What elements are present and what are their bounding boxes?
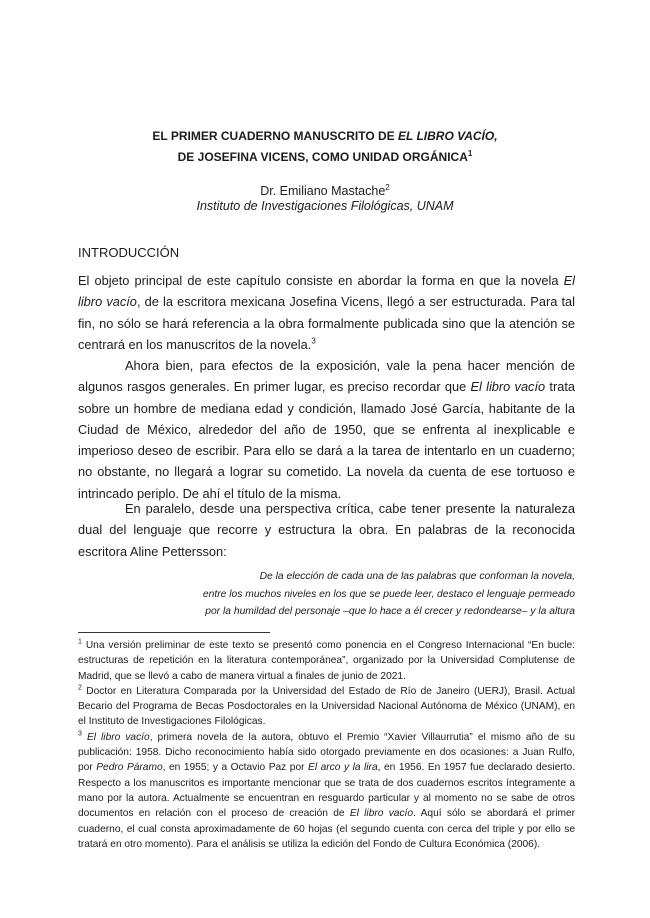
section-heading: INTRODUCCIÓN (78, 245, 180, 260)
footnote-text: . Aquí sólo se abordará el primer cuaderno, el cual consta aproximadamente de 60 hojas (el segundo cuenta con cerca del triple y por ello se tratará en otro momento). Para el análisis se utiliza la edición del Fondo de Cultura Económica (2006). (78, 808, 576, 850)
p2-book-title: El libro vacío (470, 379, 546, 395)
quote-line: por la humildad del personaje –que lo hace a él crecer y redondearse– y la altura (205, 606, 575, 617)
p1-book-title: El libro vacío (78, 273, 575, 310)
title-footnote-ref[interactable]: 1 (467, 149, 473, 158)
footnote-number: 3 (78, 730, 82, 738)
footnote-number: 1 (78, 638, 82, 646)
footnote-text: , en 1955; y a Octavio Paz por (162, 762, 309, 774)
p1-text-b: , de la escritora mexicana Josefina Vicens, llegó a ser estructurada. Para tal fin, no sólo se hará referencia a la obra formalmente publicada sino que la atención se centrará en los manuscritos de la novela. (78, 294, 575, 352)
title-line1-prefix: EL PRIMER CUADERNO MANUSCRITO DE (152, 129, 398, 143)
footnote-italic: Pedro Páramo (96, 762, 163, 774)
chapter-title (60, 127, 590, 166)
footnote-3 (78, 730, 575, 852)
footnote-2 (78, 684, 575, 730)
footnote-italic: El libro vacío (349, 808, 414, 820)
title-book-name: EL LIBRO VACÍO, (398, 129, 498, 143)
p2-text-b: trata sobre un hombre de mediana edad y condición, llamado José García, habitante de la Ciudad de México, alrededor del año de 1950, que se enfrenta al inexplicable e imperioso deseo de escribir. Para ello se dará a la tarea de intentarlo en un cuaderno; no obstante, no llegará a lograr su cometido. La novela da cuenta de ese tortuoso e intrincado periplo. De ahí el título de la misma. (78, 379, 575, 501)
title-line2: DE JOSEFINA VICENS, COMO UNIDAD ORGÁNICA (177, 150, 468, 164)
paragraph-3: En paralelo, desde una perspectiva crítica, cabe tener presente la naturaleza dual del lenguaje que recorre y estructura la obra. En palabras de la reconocida escritora Aline Pettersson: (78, 501, 575, 559)
author-affiliation: Instituto de Investigaciones Filológicas, UNAM (196, 199, 454, 213)
footnotes (78, 638, 575, 852)
footnote-italic: El libro vacío (81, 731, 150, 743)
footnote-1 (78, 638, 575, 684)
block-quote (160, 568, 575, 621)
author-name: Dr. Emiliano Mastache (260, 184, 386, 199)
author-footnote-ref[interactable]: 2 (385, 183, 390, 192)
p1-text-a: El objeto principal de este capítulo consiste en abordar la forma en que la novela (78, 273, 564, 288)
paragraph-1 (78, 270, 575, 355)
footnote-number: 2 (78, 684, 82, 692)
footnote-separator (78, 632, 270, 633)
p2-text-a: Ahora bien, para efectos de la exposición, vale la pena hacer mención de algunos rasgos generales. En primer lugar, es preciso recordar que (78, 358, 575, 395)
quote-line: entre los muchos niveles en los que se puede leer, destaco el lenguaje permeado (202, 588, 575, 600)
quote-line: De la elección de cada una de las palabras que conforman la novela, (259, 571, 575, 582)
footnote-text: , en 1956. En 1957 fue declarado desierto. Respecto a los manuscritos es importante mencionar que se trata de dos cuadernos escritos íntegramente a mano por la autora. Actualmente se encuentran en resguardo particular y al momento no se sabe de otros documentos en relación con el proceso de creación de (78, 762, 576, 820)
p1-footnote-ref[interactable]: 3 (311, 336, 316, 346)
footnote-text: , primera novela de la autora, obtuvo el Premio “Xavier Villaurrutia” el mismo año de su publicación: 1958. Dicho reconocimiento había sido otorgado previamente en dos ocasiones: a Juan Rulfo, por (78, 731, 576, 774)
footnote-text: Doctor en Literatura Comparada por la Universidad del Estado de Río de Janeiro (UERJ), Brasil. Actual Becario del Programa de Becas Posdoctorales en la Universidad Nacional Autónoma de México (UNAM), en el Instituto de Investigaciones Filológicas. (78, 685, 575, 728)
footnote-italic: El arco y la lira (308, 762, 378, 774)
paragraph-2 (78, 355, 575, 504)
footnote-text: Una versión preliminar de este texto se presentó como ponencia en el Congreso Internacional “En bucle: estructuras de repetición en la literatura contemporánea”, organizado por la Universidad Complutense de Madrid, que se llevó a cabo de manera virtual a finales de junio de 2021. (78, 640, 575, 682)
